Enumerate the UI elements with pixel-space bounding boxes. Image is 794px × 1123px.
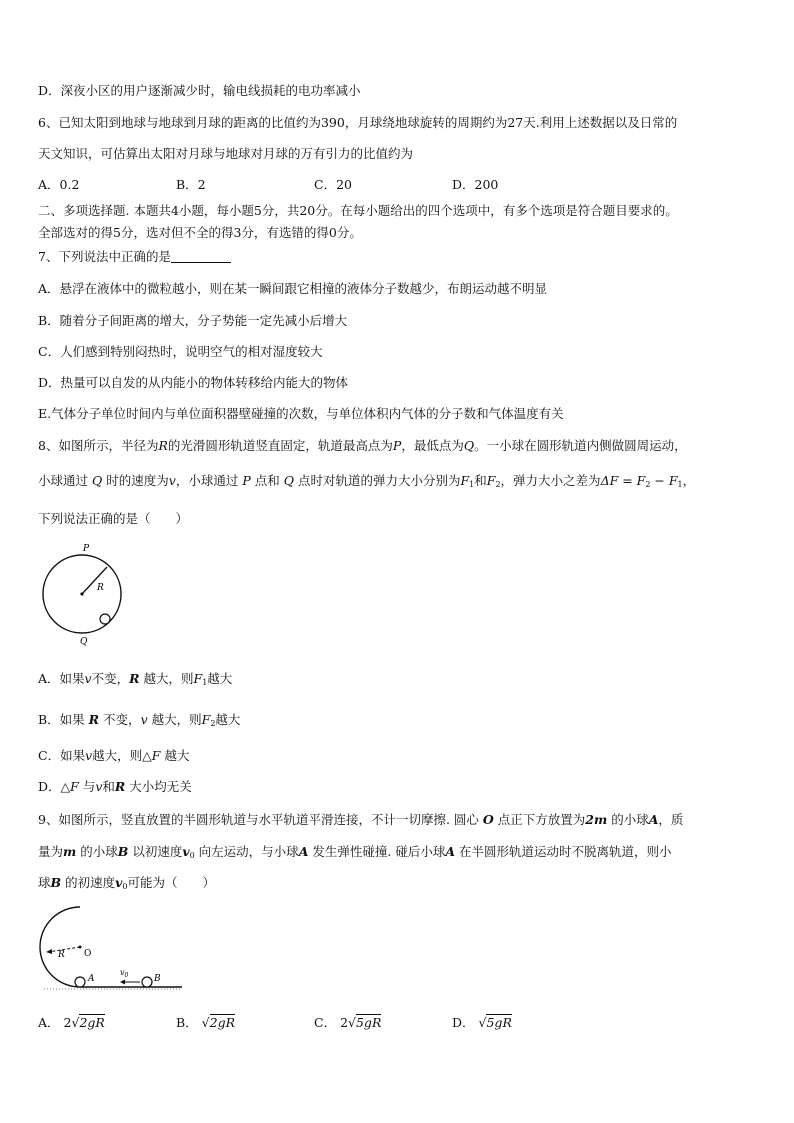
subscript: 2 xyxy=(645,480,651,489)
var-m: m xyxy=(63,844,77,859)
var-p: P xyxy=(392,438,402,453)
var-f: F xyxy=(193,671,203,686)
q8-stem-line1 xyxy=(38,438,687,454)
q9-text: ，质 xyxy=(658,812,684,827)
option-text: 越大 xyxy=(215,712,241,727)
section2-line2: 全部选对的得5分，选对但不全的得3分，有选错的得0分。 xyxy=(38,225,362,240)
subscript: 1 xyxy=(469,480,475,489)
coefficient: 2 xyxy=(63,1015,72,1030)
q9-option-b xyxy=(176,1015,235,1031)
var-delta-f: △F xyxy=(60,779,79,794)
radicand: 5gR xyxy=(355,1015,382,1030)
var-b: B xyxy=(117,844,129,859)
q6-stem-line2: 天文知识，可估算出太阳对月球与地球对月球的万有引力的比值约为 xyxy=(38,146,414,161)
subscript: 1 xyxy=(677,480,683,489)
q9-text: 可能为（ ） xyxy=(127,875,215,890)
var-f: F xyxy=(486,473,496,488)
option-label: A． xyxy=(38,1015,60,1030)
sqrt-icon: √ xyxy=(348,1015,356,1030)
var-q: Q xyxy=(92,473,103,488)
radicand: 2gR xyxy=(209,1015,236,1030)
option-text: 不变， xyxy=(103,712,141,727)
semicircle-track xyxy=(40,907,80,987)
ball-a xyxy=(75,977,85,987)
section2-line1: 二、多项选择题. 本题共4小题，每小题5分，共20分。在每小题给出的四个选项中，有多个选项是符合题目要求的。 xyxy=(38,203,678,218)
option-label: B． xyxy=(176,1015,198,1030)
var-f: F xyxy=(201,712,211,727)
label-r: R xyxy=(58,950,65,960)
option-text: 越大 xyxy=(164,748,190,763)
q9-stem-line1 xyxy=(38,812,683,828)
var-q: Q xyxy=(283,473,294,488)
var-delta-f: ΔF = F xyxy=(600,473,646,488)
q9-text: 的初速度 xyxy=(65,875,116,890)
label-o: O xyxy=(84,949,92,959)
option-text: 和 xyxy=(102,779,115,794)
var-v: v xyxy=(85,748,93,763)
answer-blank xyxy=(171,250,231,263)
q6-option-d: D．200 xyxy=(452,177,499,192)
q9-stem-line2 xyxy=(38,844,672,864)
q5-option-d: D．深夜小区的用户逐渐减少时，输电线损耗的电功率减小 xyxy=(38,83,361,98)
q9-text: 向左运动，与小球 xyxy=(198,844,299,859)
q8-option-c xyxy=(38,748,189,764)
q9-text: 球 xyxy=(38,875,51,890)
q9-text: 量为 xyxy=(38,844,64,859)
center-point xyxy=(80,592,83,595)
option-text: A．如果 xyxy=(38,671,85,686)
var-r: R xyxy=(129,671,140,686)
q8-text: 。一小球在圆形轨道内侧做圆周运动， xyxy=(474,438,687,453)
q8-option-a xyxy=(38,671,232,691)
var-q: Q xyxy=(463,438,475,453)
option-text: 越大 xyxy=(207,671,233,686)
q9-text: 在半圆形轨道运动时不脱离轨道，则小 xyxy=(459,844,672,859)
q6-option-b: B．2 xyxy=(176,177,206,192)
var-p: P xyxy=(242,473,251,488)
q7-option-d: D．热量可以自发的从内能小的物体转移给内能大的物体 xyxy=(38,375,349,390)
q9-option-c xyxy=(314,1015,381,1031)
q8-text: 点和 xyxy=(254,473,280,488)
option-text: 大小均无关 xyxy=(129,779,192,794)
option-text: 越大，则 xyxy=(143,671,194,686)
q7-option-b: B．随着分子间距离的增大，分子势能一定先减小后增大 xyxy=(38,313,348,328)
center-point xyxy=(79,946,82,949)
option-text: 越大，则△ xyxy=(92,748,152,763)
q7-option-e: E.气体分子单位时间内与单位面积器壁碰撞的次数，与单位体积内气体的分子数和气体温度有关 xyxy=(38,406,564,421)
subscript: 0 xyxy=(124,972,129,979)
label-p: P xyxy=(83,544,90,554)
var-v: v xyxy=(95,779,103,794)
q8-stem-line2: 小球通过 Q 时的速度为v，小球通过 P 点和 Q 点时对轨道的弹力大小分别为$F_1$和$F_2$，弹力大小之差为$\Delta F = F_2 - F_1$， xyxy=(38,473,696,489)
var-a: A xyxy=(445,844,456,859)
ball xyxy=(100,614,110,624)
semicircle-track-figure xyxy=(36,905,188,995)
option-text: B．如果 xyxy=(38,712,85,727)
option-text: 越大，则 xyxy=(151,712,202,727)
var-r: R xyxy=(88,712,100,727)
var-o: O xyxy=(482,812,494,827)
q6-stem-line1: 6、已知太阳到地球与地球到月球的距离的比值约为390，月球绕地球旋转的周期约为27天.利用上述数据以及日常的 xyxy=(38,115,678,130)
var-2m: 2m xyxy=(585,812,608,827)
q9-text: 的小球 xyxy=(611,812,649,827)
var-v0: v xyxy=(182,844,190,859)
q9-option-d xyxy=(452,1015,512,1031)
q9-text: 9、如图所示，竖直放置的半圆形轨道与水平轨道平滑连接，不计一切摩擦. 圆心 xyxy=(38,812,479,827)
radicand: 5gR xyxy=(486,1015,512,1030)
option-text: D． xyxy=(38,779,61,794)
q9-text: 的小球 xyxy=(80,844,118,859)
q8-text: 时的速度为 xyxy=(106,473,169,488)
var-v: v xyxy=(140,712,148,727)
option-text: 不变， xyxy=(91,671,130,686)
var-f: − F xyxy=(650,473,678,488)
var-f: F xyxy=(151,748,161,763)
subscript: 1 xyxy=(202,678,208,687)
label-q: Q xyxy=(80,637,88,647)
q8-option-d xyxy=(38,779,192,795)
var-a: A xyxy=(648,812,659,827)
q9-text: 发生弹性碰撞. 碰后小球 xyxy=(312,844,446,859)
label-a: A xyxy=(88,974,95,984)
var-f: F xyxy=(460,473,470,488)
var-v0: v xyxy=(115,875,123,890)
q8-text: 和 xyxy=(474,473,487,488)
q8-text: 点时对轨道的弹力大小分别为 xyxy=(297,473,461,488)
q9-text: 以初速度 xyxy=(132,844,183,859)
var-b: B xyxy=(50,875,62,890)
subscript: 0 xyxy=(189,851,195,860)
q6-option-c: C．20 xyxy=(314,177,352,192)
q6-option-a: A．0.2 xyxy=(38,177,80,192)
q7-option-a: A．悬浮在液体中的微粒越小，则在某一瞬间跟它相撞的液体分子数越少，布朗运动越不明显 xyxy=(38,281,548,296)
radicand: 2gR xyxy=(79,1015,105,1030)
subscript: 2 xyxy=(210,719,216,728)
q9-stem-line3 xyxy=(38,875,215,895)
q8-text: 小球通过 xyxy=(38,473,89,488)
var-a: A xyxy=(298,844,309,859)
q8-option-b xyxy=(38,712,240,732)
label-r: R xyxy=(97,583,104,593)
option-text: 与 xyxy=(82,779,96,794)
v-text: v xyxy=(120,968,125,977)
var-v: v xyxy=(84,671,92,686)
subscript: 2 xyxy=(495,480,501,489)
q9-option-a xyxy=(38,1015,105,1031)
var-r: R xyxy=(158,438,168,453)
q8-stem-line3: 下列说法正确的是（ ） xyxy=(38,511,189,526)
q7-stem xyxy=(38,249,231,265)
ball-b xyxy=(142,977,152,987)
q8-text: ，最低点为 xyxy=(401,438,464,453)
sqrt-icon: √ xyxy=(478,1015,487,1030)
radius-arrowhead xyxy=(46,949,52,954)
sqrt-icon: √ xyxy=(201,1015,210,1030)
q8-text: 8、如图所示，半径为 xyxy=(38,438,159,453)
label-v0 xyxy=(120,968,129,979)
var-r: R xyxy=(114,779,126,794)
q7-option-c: C．人们感到特别闷热时，说明空气的相对湿度较大 xyxy=(38,344,323,359)
velocity-arrowhead xyxy=(120,980,125,985)
option-label: D． xyxy=(452,1015,475,1030)
q8-text: ，弹力大小之差为 xyxy=(500,473,601,488)
option-text: C．如果 xyxy=(38,748,86,763)
option-label: C． xyxy=(314,1015,337,1030)
circular-track-figure xyxy=(36,540,136,650)
q8-text: ，小球通过 xyxy=(175,473,239,488)
var-v: v xyxy=(168,473,176,488)
q8-text: 的光滑圆形轨道竖直固定，轨道最高点为 xyxy=(167,438,393,453)
coefficient: 2 xyxy=(340,1015,349,1030)
subscript: 0 xyxy=(122,882,128,891)
label-b: B xyxy=(154,974,161,984)
q7-stem-text: 7、下列说法中正确的是 xyxy=(38,249,171,264)
q9-text: 点正下方放置为 xyxy=(497,812,586,827)
sqrt-icon: √ xyxy=(71,1015,80,1030)
